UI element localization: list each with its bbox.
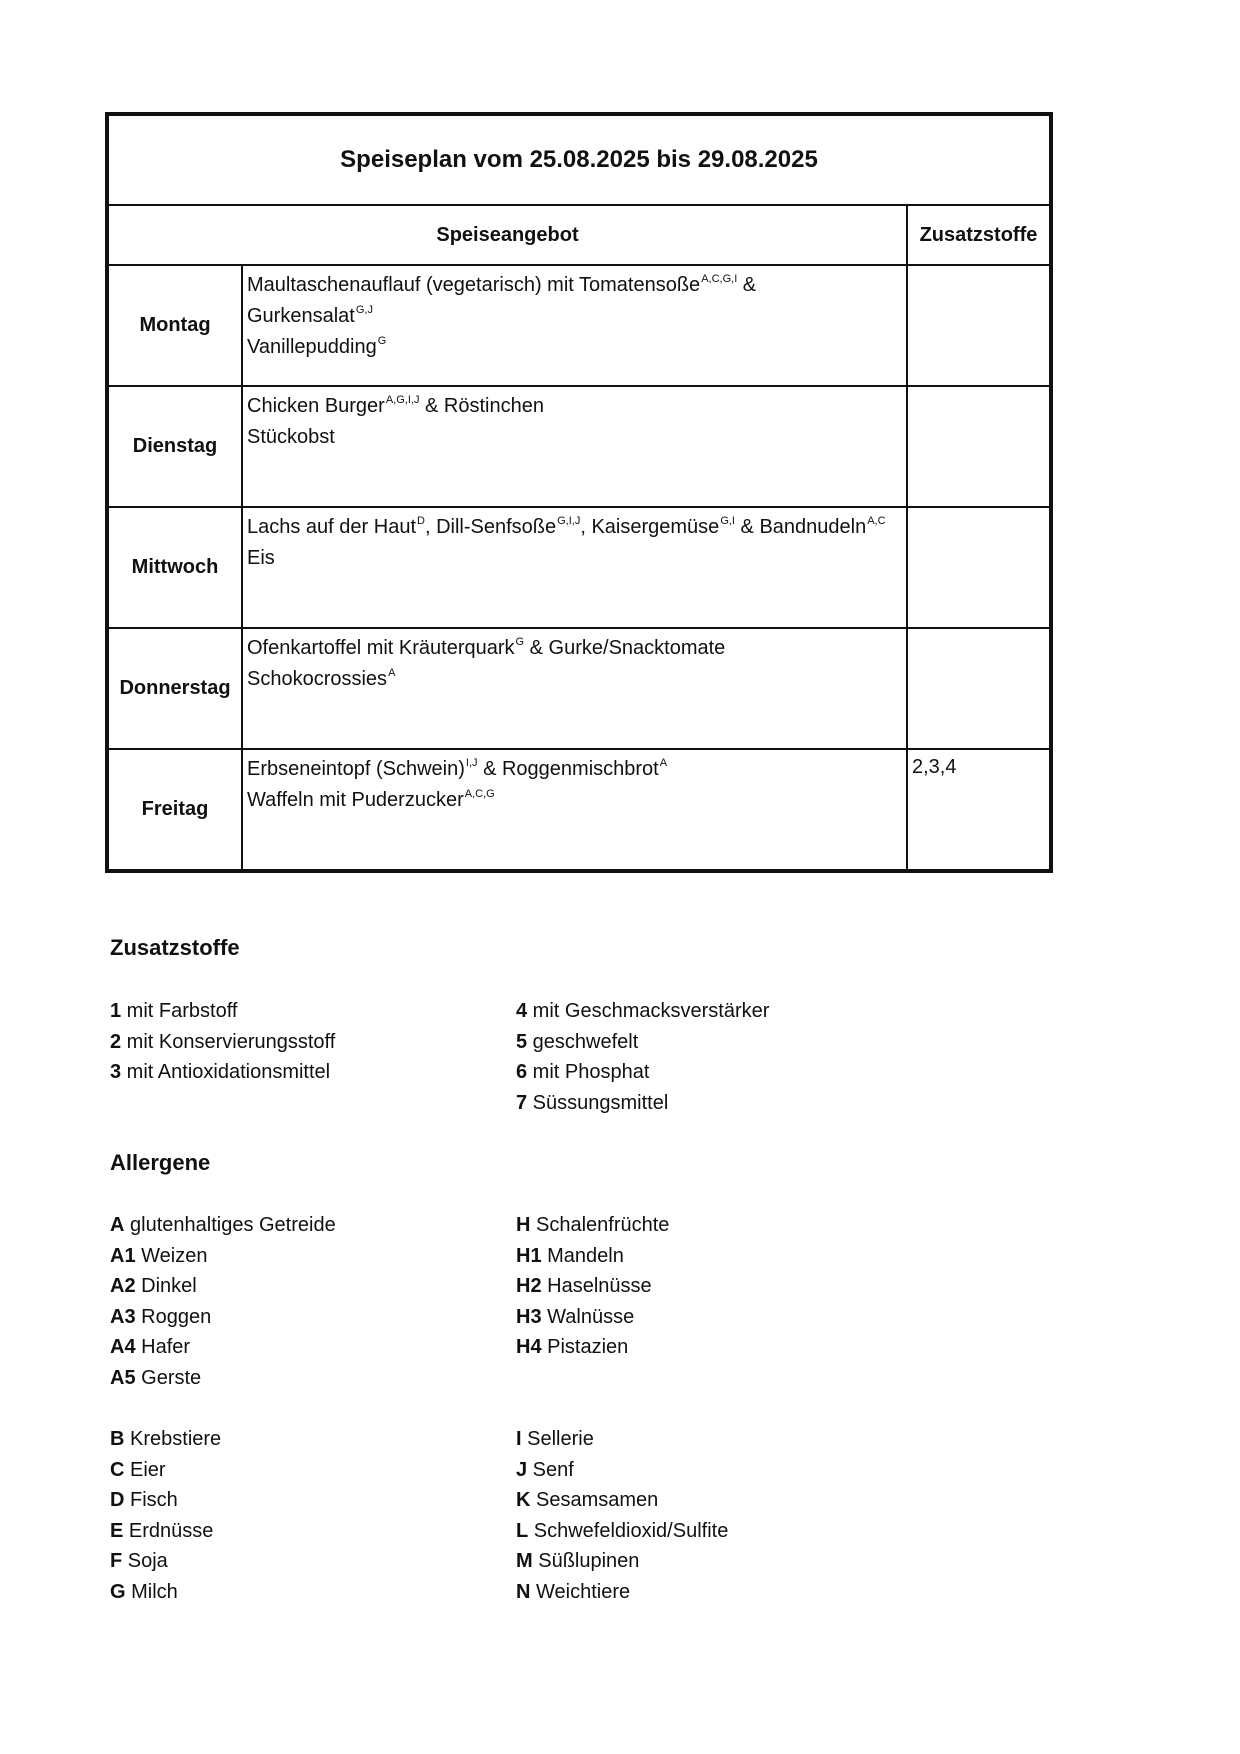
dish-line [247,391,902,422]
legend-label: Sesamsamen [530,1489,659,1511]
legend-item [110,1027,335,1058]
dish-line [247,301,902,332]
dish-text: Gurkensalat [247,305,355,327]
dish-text: & Gurke/Snacktomate [524,637,726,659]
allergen-codes: G,I,J [557,515,581,527]
legend-item [110,1455,221,1486]
legend-code: A [110,1214,125,1236]
legend-code: H [516,1214,531,1236]
day-name: Dienstag [107,386,242,507]
dish-text: Erbseneintopf (Schwein) [247,758,465,780]
legend-code: 2 [110,1030,122,1053]
day-row [107,628,1051,749]
legend-label: Schalenfrüchte [530,1214,670,1236]
dish-cell [242,386,907,507]
legend-item [110,1516,221,1547]
legend-label: mit Farbstoff [121,1000,238,1022]
additives-value: 2,3,4 [907,749,1051,871]
legend-code: L [516,1519,529,1542]
allergens-list-right-a [516,1210,669,1363]
legend-item [110,1271,336,1302]
legend-item [110,1424,221,1455]
additives-value [907,507,1051,628]
legend-label: Weizen [135,1244,208,1267]
legend-label: Mandeln [541,1244,624,1267]
legend-code: H3 [516,1305,542,1328]
legend-item [516,1577,728,1608]
legend-code: M [516,1550,533,1572]
dish-line [247,785,902,816]
dish-line [247,422,902,453]
dish-line [247,633,902,664]
dish-line [247,664,902,695]
legend-label: Süßlupinen [532,1550,640,1572]
day-name: Montag [107,265,242,386]
legend-item [110,1332,336,1363]
legend-label: Erdnüsse [123,1519,214,1542]
legend-label: Hafer [135,1336,191,1358]
legend-item [516,1485,728,1516]
header-row [107,205,1051,265]
page-title: Speiseplan vom 25.08.2025 bis 29.08.2025 [107,114,1051,205]
legend-label: Krebstiere [124,1428,222,1450]
legend-item [516,1027,769,1058]
additives-list-right [516,996,769,1118]
legend-item [516,1332,669,1363]
dish-line [247,754,902,785]
allergens-list-left-a [110,1210,336,1393]
day-row [107,265,1051,386]
day-name: Freitag [107,749,242,871]
dish-cell [242,749,907,871]
legend-code: A3 [110,1305,136,1328]
allergen-codes: A,C [867,515,886,527]
dish-cell [242,507,907,628]
legend-code: B [110,1428,125,1450]
day-name: Donnerstag [107,628,242,749]
dish-text: & Roggenmischbrot [477,758,659,780]
day-row [107,386,1051,507]
dish-text: & [737,274,757,296]
legend-code: 6 [516,1061,528,1083]
legend-item [516,996,769,1027]
allergen-codes: A [388,667,396,679]
legend-label: mit Antioxidationsmittel [121,1061,331,1083]
allergen-codes: A,C,G [464,788,495,800]
dish-text: Ofenkartoffel mit Kräuterquark [247,637,515,659]
legend-item [110,1241,336,1272]
menu-table [105,112,1053,873]
dish-text: Lachs auf der Haut [247,516,416,538]
legend-item [110,1302,336,1333]
legend-item [110,996,335,1027]
legend-code: G [110,1580,126,1603]
dish-line [247,332,902,363]
legend-code: 4 [516,1000,528,1022]
dish-cell [242,265,907,386]
legend-code: H4 [516,1336,542,1358]
legend-item [516,1088,769,1119]
legend-label: mit Geschmacksverstärker [527,1000,770,1022]
allergen-codes: G [515,636,525,648]
legend-item [516,1302,669,1333]
legend-code: H1 [516,1244,542,1267]
dish-text: Waffeln mit Puderzucker [247,789,464,811]
dish-cell [242,628,907,749]
legend-item [516,1057,769,1088]
legend-label: Senf [527,1458,574,1481]
day-name: Mittwoch [107,507,242,628]
day-row [107,507,1051,628]
additives-value [907,386,1051,507]
additives-header: Zusatzstoffe [907,205,1051,265]
title-row [107,114,1051,205]
dish-text: & Röstinchen [419,395,544,417]
legend-item [110,1485,221,1516]
additives-value [907,265,1051,386]
legend-code: A4 [110,1336,136,1358]
legend-item [110,1577,221,1608]
legend-code: 3 [110,1061,122,1083]
legend-code: A5 [110,1366,136,1389]
dish-text: Eis [247,547,275,569]
legend-item [516,1271,669,1302]
dish-text: Stückobst [247,426,335,448]
legend-label: Pistazien [541,1336,629,1358]
legend-label: Fisch [124,1489,178,1511]
dish-text: Maultaschenauflauf (vegetarisch) mit Tomatensoße [247,274,701,296]
legend-label: Milch [125,1580,178,1603]
legend-item [516,1516,728,1547]
dish-text: Vanillepudding [247,336,377,358]
dish-line [247,543,902,574]
legend-code: I [516,1428,522,1450]
dish-text: , Kaisergemüse [580,516,720,538]
legend-code: A2 [110,1275,136,1297]
offer-header: Speiseangebot [107,205,907,265]
legend-code: N [516,1580,531,1603]
legend-code: 7 [516,1091,528,1114]
legend-label: glutenhaltiges Getreide [124,1214,336,1236]
legend-label: mit Konservierungsstoff [121,1030,336,1053]
dish-line [247,512,902,543]
legend-item [110,1210,336,1241]
allergen-codes: G,I [720,515,735,527]
legend-label: Haselnüsse [541,1275,652,1297]
legend-label: Weichtiere [530,1580,631,1603]
legend-item [516,1455,728,1486]
dish-line [247,270,902,301]
legend-item [516,1546,728,1577]
legend-label: Soja [122,1550,168,1572]
dish-text: & Bandnudeln [734,516,867,538]
legend-code: C [110,1458,125,1481]
allergens-list-left-b [110,1424,221,1607]
legend-item [516,1241,669,1272]
allergen-codes: I,J [465,757,478,769]
allergen-codes: G [377,335,387,347]
legend-code: 1 [110,1000,122,1022]
legend-label: Sellerie [521,1428,594,1450]
additives-list-left [110,996,335,1088]
legend-label: Roggen [135,1305,212,1328]
additives-title: Zusatzstoffe [110,935,240,960]
allergen-codes: D [417,515,425,527]
allergens-list-right-b [516,1424,728,1607]
legend-code: H2 [516,1275,542,1297]
additives-value [907,628,1051,749]
allergen-codes: A,G,I,J [385,394,420,406]
dish-text: Chicken Burger [247,395,385,417]
day-row [107,749,1051,871]
legend-item [516,1424,728,1455]
dish-text: , Dill-Senfsoße [424,516,557,538]
legend-code: D [110,1489,125,1511]
legend-label: Süssungsmittel [527,1091,669,1114]
dish-text: Schokocrossies [247,668,388,690]
legend-label: Schwefeldioxid/Sulfite [528,1519,729,1542]
legend-item [110,1363,336,1394]
allergen-codes: A,C,G,I [701,273,738,285]
legend-label: Gerste [135,1366,202,1389]
legend-label: Dinkel [135,1275,197,1297]
legend-label: Eier [124,1458,166,1481]
legend-code: E [110,1519,124,1542]
legend-code: F [110,1550,123,1572]
allergens-title: Allergene [110,1150,211,1175]
legend-code: A1 [110,1244,136,1267]
legend-code: 5 [516,1030,528,1053]
legend-item [516,1210,669,1241]
legend-label: geschwefelt [527,1030,639,1053]
legend-code: J [516,1458,528,1481]
legend-label: mit Phosphat [527,1061,650,1083]
legend-item [110,1546,221,1577]
legend-item [110,1057,335,1088]
legend-code: K [516,1489,531,1511]
allergen-codes: A [659,757,668,769]
allergen-codes: G,J [355,304,373,316]
legend-label: Walnüsse [541,1305,635,1328]
